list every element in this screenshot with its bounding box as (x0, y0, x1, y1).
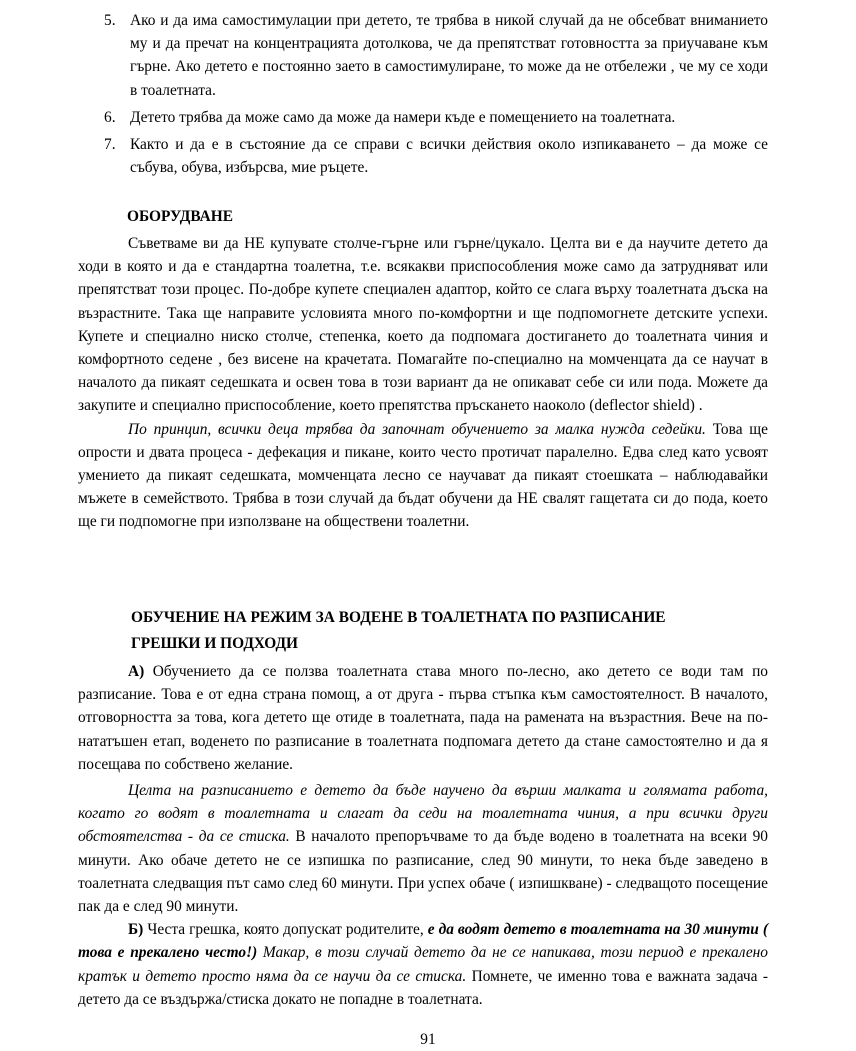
equipment-section (78, 232, 768, 534)
list-item (78, 133, 768, 179)
schedule-heading-line1: ОБУЧЕНИЕ НА РЕЖИМ ЗА ВОДЕНЕ В ТОАЛЕТНАТА ПО РАЗПИСАНИЕ (131, 609, 666, 626)
goal-text: В началото препоръчваме то да бъде водено в тоалетната на всеки 90 минути. Ако обаче детето не се изпишка по разписание, след 90 минути, то нека бъде заведено в тоалетната следващия път само след 60 минути. При успех обаче ( изпишкване) - следващото посещение пак да е след 90 минути. (78, 828, 769, 916)
principle-text: Това ще опрости и двата процеса - дефекация и пикане, които често протичат паралелно. Едва след като усвоят умението да пикаят седешката, момченцата лесно се научават да пикаят стоешката – наблюдавайки мъжете в семейството. Трябва в този случай да бъдат обучени да НЕ свалят гащетата си до пода, което ще ги подпомогне при използване на обществени тоалетни. (78, 420, 768, 531)
paragraph-a (78, 660, 768, 776)
schedule-heading-line2: ГРЕШКИ И ПОДХОДИ (131, 635, 299, 652)
goal-italic: Целта на разписанието е детето да бъде научено да върши малката и голямата работа, когато го водят в тоалетната и слагат да седи на тоалетната чиния, а при всички други обстоятелства - да се стиска. (78, 782, 768, 846)
list-item (78, 106, 768, 129)
paragraph-b-label: Б) (128, 921, 144, 939)
list-item-number: 5. (104, 12, 116, 29)
paragraph-a-text: Обучението да се ползва тоалетната става много по-лесно, ако детето се води там по разписание. Това е от една страна помощ, а от друга - първа стъпка към самостоятелност. В началото, отговорността за това, кога детето ще отиде в тоалетната, пада на рамената на възрастния. Вече на по-нататъшен етап, воденето по разписание в тоалетната подпомага детето да стане самостоятелно и да я посещава по собствено желание. (78, 663, 768, 773)
paragraph-a-label: А) (128, 663, 145, 680)
schedule-section (78, 660, 768, 1011)
list-item-number: 6. (104, 108, 116, 126)
paragraph-b (78, 918, 768, 1011)
list-item-number: 7. (104, 136, 116, 154)
paragraph-b-closing: Помнете, че именно това е важната задача - детето да се въздържа/стиска докато не попадне в тоалетната. (78, 967, 768, 1008)
equipment-paragraph: Съветваме ви да НЕ купувате столче-гърне или гърне/цукало. Целта ви е да научите детето да ходи в която и да е стандартна тоалетна, т.е. всякакви приспособления може само да затрудняват или препятстват този процес. По-добре купете специален адаптор, който се слага върху тоалетната дъска на възрастните. Така ще направите условията много по-комфортни и ще подпомогнете детските успехи. Купете и специално ниско столче, степенка, което да подпомага достигането до тоалетната чиния и комфортното седене , без висене на крачетата. Помагайте по-специално на момченцата да се научат в началото да пикаят седешката и освен това в този вариант да не опикават себе си или пода. Можете да закупите и специално приспособление, което препятства пръскането наоколо (deflector shield) . (78, 235, 768, 415)
principle-paragraph (78, 418, 768, 534)
paragraph-b-bold-italic: е да водят детето в тоалетната на 30 минути ( това е прекалено често!) (78, 921, 768, 962)
schedule-heading (131, 605, 771, 657)
goal-paragraph (78, 779, 768, 918)
principle-italic: По принцип, всички деца трябва да започнат обучението за малка нужда седейки. (128, 420, 706, 438)
paragraph-b-italic: Макар, в този случай детето да не се напикава, този период е прекалено кратък и детето просто няма да се научи да се стиска. (78, 944, 768, 985)
list-item-text: Ако и да има самостимулации при детето, те трябва в никой случай да не обсебват вниманието му и да пречат на концентрацията дотолкова, че да препятстват готовността за приучаване към гърне. Ако детето е постоянно заето в самостимулиране, то може да не отбележи , че му се ходи в тоалетната. (130, 12, 768, 99)
page-number: 91 (420, 1031, 436, 1048)
equipment-heading: ОБОРУДВАНЕ (127, 208, 234, 225)
list-item-text: Както и да е в състояние да се справи с всички действия около изпикаването – да може се събува, обува, избърсва, мие ръцете. (130, 136, 768, 177)
numbered-list (78, 9, 768, 179)
list-item-text: Детето трябва да може само да може да намери къде е помещението на тоалетната. (130, 108, 676, 126)
list-item (78, 9, 768, 102)
paragraph-b-text: Честа грешка, която допускат родителите, (143, 921, 428, 939)
